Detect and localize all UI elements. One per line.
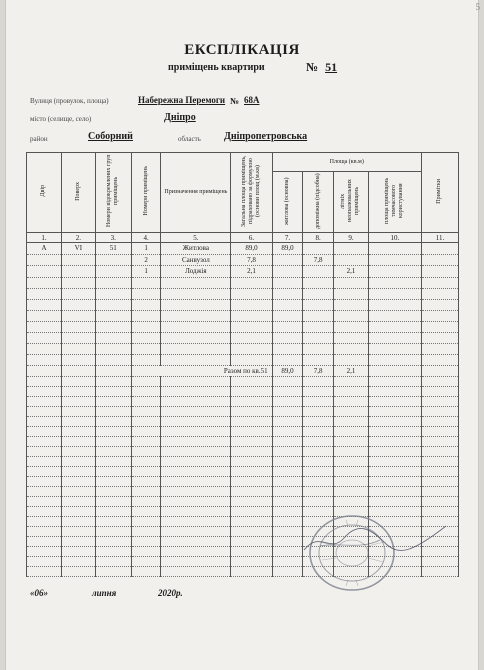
column-number: 7. — [272, 233, 303, 243]
empty-table-row — [27, 354, 459, 365]
column-number: 11. — [421, 233, 458, 243]
empty-table-row — [27, 467, 459, 477]
empty-table-row — [27, 497, 459, 507]
empty-table-row — [27, 487, 459, 497]
empty-table-row — [27, 332, 459, 343]
cell-aux: 7,8 — [303, 254, 334, 266]
cell-purpose: Лоджія — [161, 266, 231, 278]
footer-year: 2020р. — [158, 588, 183, 598]
cell-aux — [303, 266, 334, 278]
page-number: 5 — [475, 2, 480, 12]
empty-table-row — [27, 299, 459, 310]
empty-table-row — [27, 447, 459, 457]
cell-purpose: Житлова — [161, 243, 231, 255]
cell-summer: 2,1 — [334, 266, 369, 278]
cell-floor: VI — [61, 243, 95, 255]
header-room-numbers: Номери приміщень — [131, 153, 161, 233]
column-number: 8. — [303, 233, 334, 243]
empty-table-row — [27, 477, 459, 487]
cell-room: 1 — [131, 266, 161, 278]
apartment-number-value: 51 — [325, 60, 338, 74]
table-row — [27, 266, 459, 278]
cell-total: 2,1 — [231, 266, 272, 278]
empty-table-row — [27, 288, 459, 299]
cell-yard — [27, 266, 62, 278]
region-value: Дніпропетровська — [224, 131, 308, 142]
empty-table-row — [27, 321, 459, 332]
cell-floor — [61, 266, 95, 278]
empty-table-row — [27, 377, 459, 387]
cell-temp — [368, 266, 421, 278]
column-number: 1. — [27, 233, 62, 243]
district-value: Соборний — [88, 131, 133, 142]
header-area-group: Площа (кв.м) — [272, 153, 421, 172]
empty-table-row — [27, 427, 459, 437]
document-title: ЕКСПЛІКАЦІЯ — [184, 42, 300, 58]
cell-living: 89,0 — [272, 243, 303, 255]
empty-table-row — [27, 387, 459, 397]
column-number: 5. — [161, 233, 231, 243]
signature — [300, 520, 450, 560]
cell-floor — [61, 254, 95, 266]
empty-table-row — [27, 343, 459, 354]
cell-group — [95, 254, 131, 266]
header-notes: Примітки — [421, 153, 458, 233]
empty-table-row — [27, 457, 459, 467]
cell-purpose: Санвузол — [161, 254, 231, 266]
cell-room: 2 — [131, 254, 161, 266]
cell-note — [421, 243, 458, 255]
header-living: житлова (основна) — [272, 172, 303, 233]
total-summer: 2,1 — [334, 365, 369, 377]
cell-note — [421, 266, 458, 278]
apartment-number-label: № — [306, 60, 319, 74]
total-row — [27, 365, 459, 377]
empty-table-row — [27, 437, 459, 447]
cell-group — [95, 266, 131, 278]
column-number: 6. — [231, 233, 272, 243]
district-label: район — [30, 135, 48, 143]
total-living: 89,0 — [272, 365, 303, 377]
house-label: № — [230, 96, 240, 106]
cell-room: 1 — [131, 243, 161, 255]
cell-total: 7,8 — [231, 254, 272, 266]
cell-total: 89,0 — [231, 243, 272, 255]
header-temp-use: площа приміщень тимчасового користування — [368, 172, 421, 233]
cell-group: 51 — [95, 243, 131, 255]
street-value: Набережна Перемоги — [138, 95, 226, 105]
city-label: місто (селище, село) — [30, 115, 92, 123]
cell-yard — [27, 254, 62, 266]
column-number: 9. — [334, 233, 369, 243]
empty-table-row — [27, 407, 459, 417]
table-row — [27, 243, 459, 255]
header-yard: Двір — [27, 153, 62, 233]
column-number-row — [27, 233, 459, 243]
cell-summer — [334, 243, 369, 255]
header-auxiliary: допоміжна (підсобна) — [303, 172, 334, 233]
column-number: 4. — [131, 233, 161, 243]
region-label: область — [178, 135, 201, 143]
footer-month: липня — [92, 588, 117, 598]
total-label: Разом по кв.51 — [131, 365, 272, 377]
empty-table-row — [27, 397, 459, 407]
document-subtitle: приміщень квартири — [168, 62, 265, 73]
cell-living — [272, 254, 303, 266]
blank-rows — [27, 277, 459, 365]
apartment-number — [306, 60, 341, 75]
cell-living — [272, 266, 303, 278]
empty-table-row — [27, 310, 459, 321]
header-total-area: Загальна площа приміщень, підраховано за формулою (основи площ (м.кв) — [231, 153, 272, 233]
cell-aux — [303, 243, 334, 255]
house-value: 68А — [244, 95, 260, 105]
header-nonresidential: літніх неопалювальних приміщень — [334, 172, 369, 233]
cell-temp — [368, 254, 421, 266]
cell-summer — [334, 254, 369, 266]
cell-note — [421, 254, 458, 266]
empty-table-row — [27, 277, 459, 288]
cell-yard: А — [27, 243, 62, 255]
column-number: 3. — [95, 233, 131, 243]
header-purpose: Призначення приміщень — [161, 153, 231, 233]
street-label: Вулиця (провулок, площа) — [30, 97, 109, 105]
header-floor: Поверх — [61, 153, 95, 233]
city-value: Дніпро — [164, 112, 196, 123]
column-number: 2. — [61, 233, 95, 243]
table-row — [27, 254, 459, 266]
total-aux: 7,8 — [303, 365, 334, 377]
footer-day: «06» — [30, 588, 48, 598]
column-number: 10. — [368, 233, 421, 243]
cell-temp — [368, 243, 421, 255]
empty-table-row — [27, 417, 459, 427]
header-group-numbers: Номери відокремлених груп приміщень — [95, 153, 131, 233]
